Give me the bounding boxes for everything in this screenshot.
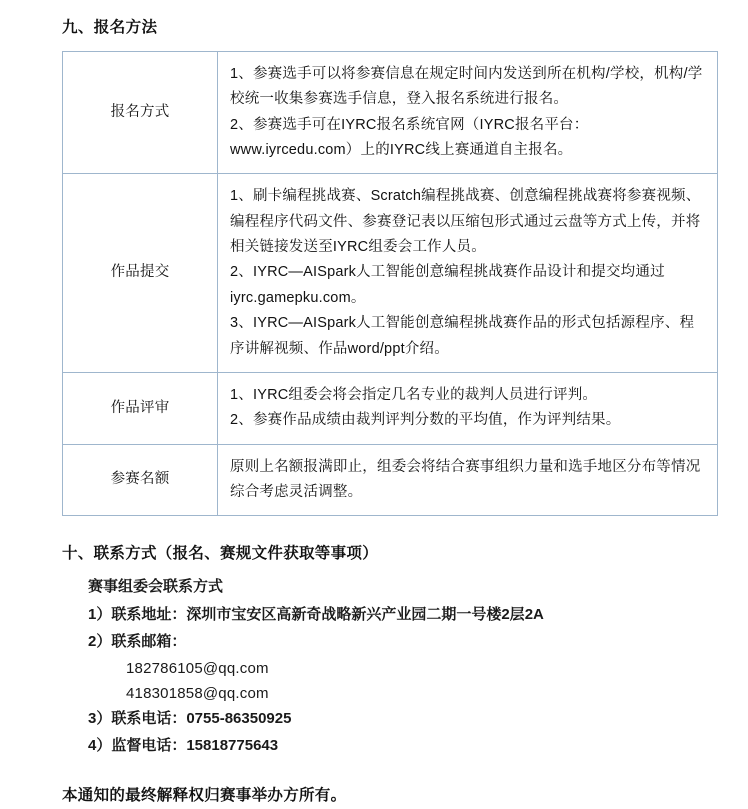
content-line: 2、IYRC—AISpark人工智能创意编程挑战赛作品设计和提交均通过iyrc.gamepku.com。 bbox=[230, 264, 665, 306]
table-row bbox=[63, 174, 718, 373]
content-line: 1、刷卡编程挑战赛、Scratch编程挑战赛、创意编程挑战赛将参赛视频、编程程序代码文件、参赛登记表以压缩包形式通过云盘等方式上传，并将相关链接发送至IYRC组委会工作人员。 bbox=[230, 188, 701, 256]
contact-email-2: 418301858@qq.com bbox=[126, 685, 269, 703]
contact-subtitle: 赛事组委会联系方式 bbox=[88, 578, 224, 596]
table-row bbox=[63, 444, 718, 516]
content-line: 2、参赛选手可在IYRC报名系统官网（IYRC报名平台：www.iyrcedu.com）上的IYRC线上赛通道自主报名。 bbox=[230, 116, 589, 158]
section-heading-registration: 九、报名方法 bbox=[62, 19, 158, 36]
content-line: 3、IYRC—AISpark人工智能创意编程挑战赛作品的形式包括源程序、程序讲解视频、作品word/ppt介绍。 bbox=[230, 315, 695, 357]
table-body bbox=[63, 51, 718, 516]
content-line: 2、参赛作品成绩由裁判评判分数的平均值，作为评判结果。 bbox=[230, 412, 621, 429]
content-line: 1、IYRC组委会将会指定几名专业的裁判人员进行评判。 bbox=[230, 386, 598, 403]
table-row bbox=[63, 372, 718, 444]
row-content-work-submission bbox=[218, 174, 718, 373]
content-line: 原则上名额报满即止，组委会将结合赛事组织力量和选手地区分布等情况综合考虑灵活调整。 bbox=[230, 458, 701, 501]
row-label-quota: 参赛名额 bbox=[63, 444, 218, 516]
contact-supervision-phone: 4）监督电话：15818775643 bbox=[88, 737, 279, 755]
contact-address: 1）联系地址：深圳市宝安区高新奇战略新兴产业园二期一号楼2层2A bbox=[88, 606, 544, 624]
contact-phone: 3）联系电话：0755-86350925 bbox=[88, 710, 292, 728]
registration-info-table bbox=[62, 51, 718, 517]
row-content-quota bbox=[218, 444, 718, 516]
table-row bbox=[63, 51, 718, 174]
content-line: 1、参赛选手可以将参赛信息在规定时间内发送到所在机构/学校，机构/学校统一收集参赛选手信息，登入报名系统进行报名。 bbox=[230, 65, 703, 108]
contact-email-label: 2）联系邮箱： bbox=[88, 633, 187, 651]
contact-section bbox=[62, 542, 718, 758]
row-label-registration-method: 报名方式 bbox=[63, 51, 218, 174]
row-label-work-review: 作品评审 bbox=[63, 372, 218, 444]
final-note: 本通知的最终解释权归赛事举办方所有。 bbox=[62, 787, 347, 805]
row-label-work-submission: 作品提交 bbox=[63, 174, 218, 373]
section-heading-contact: 十、联系方式（报名、赛规文件获取等事项） bbox=[62, 545, 379, 563]
contact-email-1: 182786105@qq.com bbox=[126, 660, 269, 678]
row-content-registration-method bbox=[218, 51, 718, 174]
row-content-work-review bbox=[218, 372, 718, 444]
